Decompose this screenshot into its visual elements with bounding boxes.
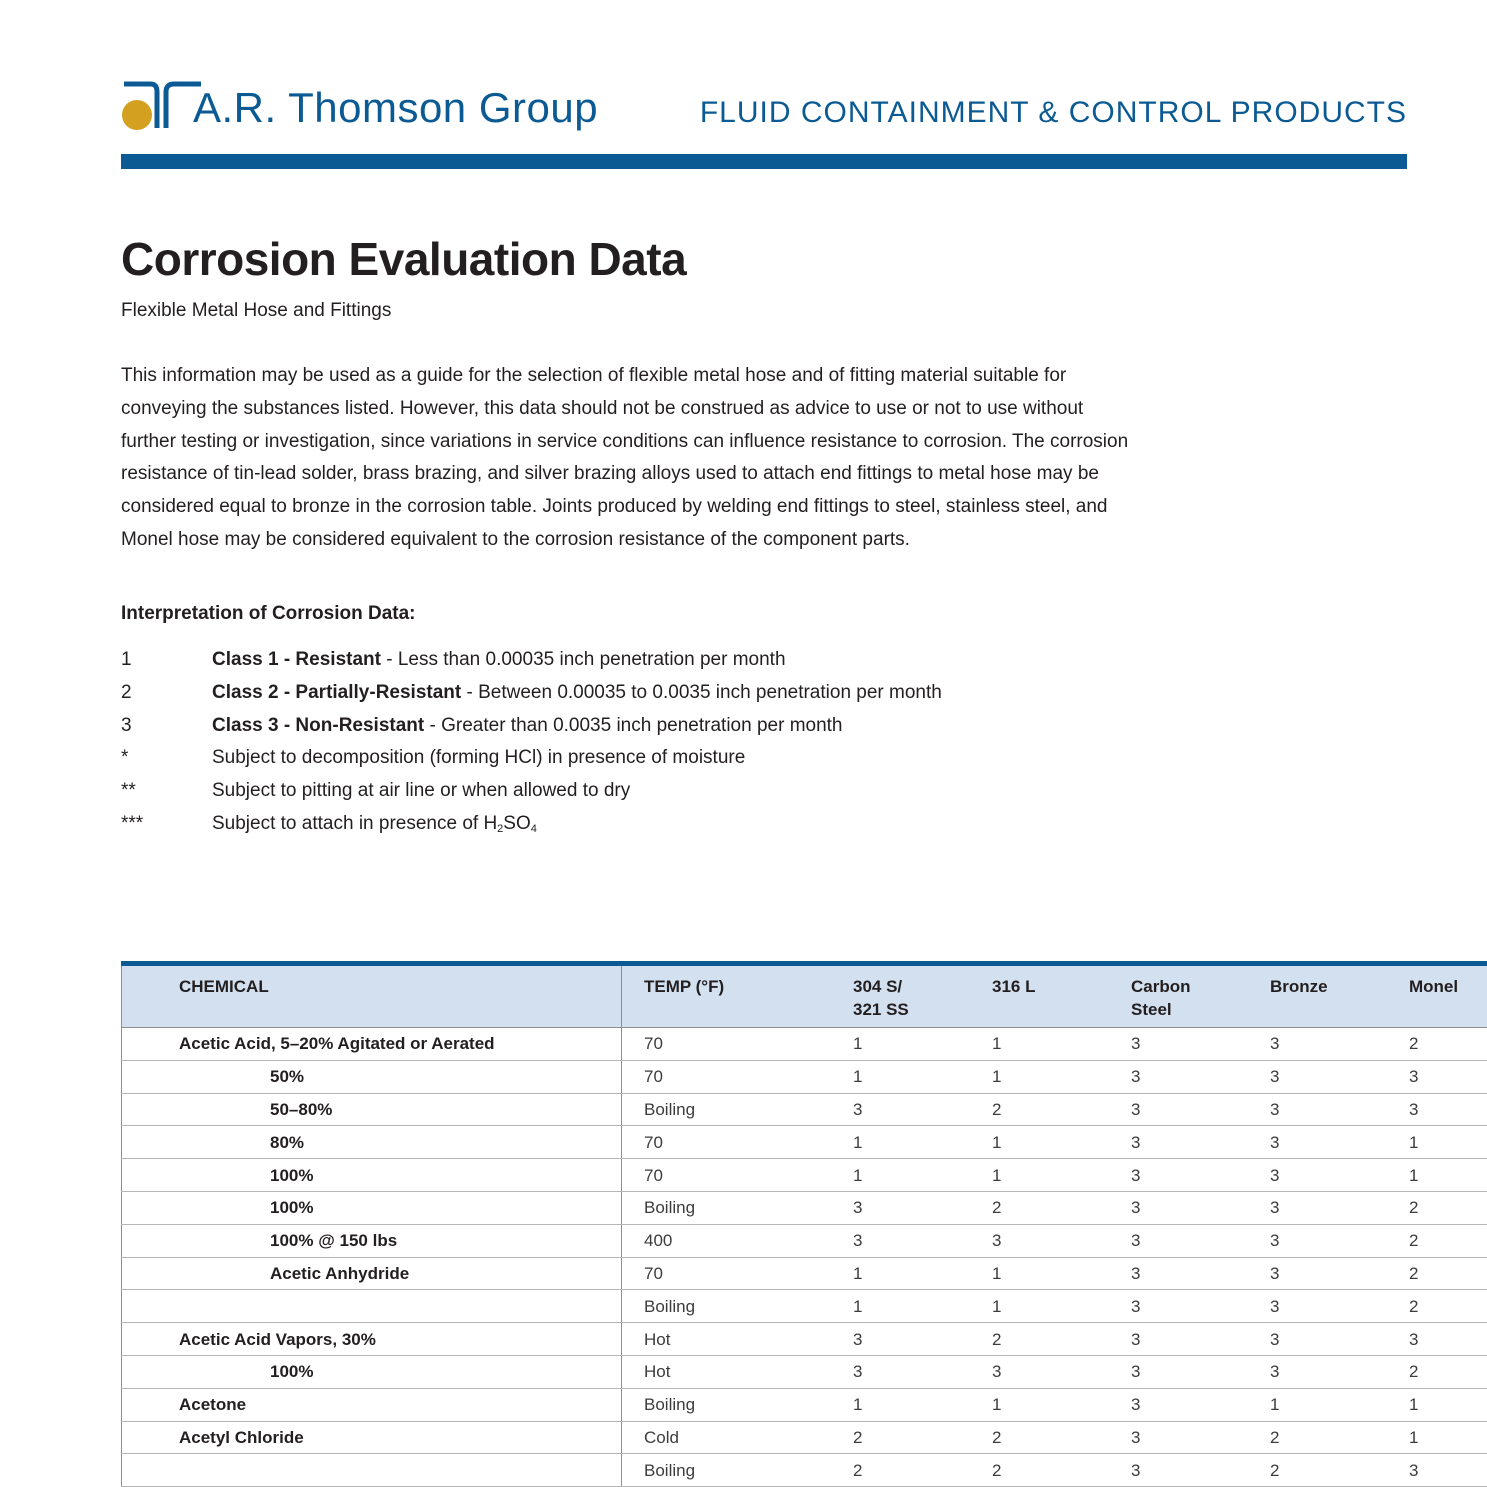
- cell-304-321-ss: 3: [830, 1323, 969, 1356]
- table-header-row: [122, 964, 1487, 1028]
- cell-carbon-steel: 3: [1108, 1421, 1247, 1454]
- legend-description: [212, 644, 786, 677]
- cell-monel: 2: [1386, 1224, 1487, 1257]
- cell-316l: 3: [969, 1355, 1108, 1388]
- column-header-bronze: Bronze: [1247, 964, 1386, 1028]
- table-row: [122, 1093, 1487, 1126]
- table-row: [122, 1028, 1487, 1061]
- cell-bronze: 3: [1247, 1060, 1386, 1093]
- formula-subscript: 2: [497, 822, 504, 835]
- cell-chemical: Acetyl Chloride: [122, 1421, 622, 1454]
- cell-bronze: 3: [1247, 1028, 1386, 1061]
- cell-monel: 2: [1386, 1257, 1487, 1290]
- cell-carbon-steel: 3: [1108, 1159, 1247, 1192]
- header-divider: [121, 154, 1407, 169]
- header-tagline: FLUID CONTAINMENT & CONTROL PRODUCTS: [699, 96, 1407, 129]
- cell-monel: 2: [1386, 1191, 1487, 1224]
- cell-chemical: 80%: [122, 1126, 622, 1159]
- table-row: [122, 1257, 1487, 1290]
- page-subtitle: Flexible Metal Hose and Fittings: [121, 300, 392, 321]
- legend-class-name: Class 1 - Resistant: [212, 649, 381, 670]
- table-row: [122, 1191, 1487, 1224]
- cell-temp: 70: [622, 1126, 831, 1159]
- cell-bronze: 3: [1247, 1224, 1386, 1257]
- cell-316l: 1: [969, 1257, 1108, 1290]
- page-title: Corrosion Evaluation Data: [121, 233, 687, 285]
- company-logo-icon: [121, 80, 203, 130]
- cell-monel: 3: [1386, 1060, 1487, 1093]
- cell-temp: 70: [622, 1028, 831, 1061]
- cell-304-321-ss: 3: [830, 1224, 969, 1257]
- cell-chemical: 100% @ 150 lbs: [122, 1224, 622, 1257]
- cell-316l: 2: [969, 1421, 1108, 1454]
- legend-key: 3: [121, 714, 132, 736]
- interpretation-heading: Interpretation of Corrosion Data:: [121, 603, 416, 624]
- corrosion-table: [121, 961, 1487, 1487]
- legend-row: [121, 742, 1121, 775]
- cell-chemical: 100%: [122, 1355, 622, 1388]
- cell-carbon-steel: 3: [1108, 1454, 1247, 1487]
- cell-304-321-ss: 1: [830, 1290, 969, 1323]
- cell-316l: 2: [969, 1093, 1108, 1126]
- cell-304-321-ss: 3: [830, 1093, 969, 1126]
- legend-key: **: [121, 780, 136, 802]
- interpretation-legend: [121, 644, 1121, 841]
- legend-description: [212, 775, 630, 808]
- cell-316l: 1: [969, 1290, 1108, 1323]
- cell-bronze: 3: [1247, 1126, 1386, 1159]
- cell-carbon-steel: 3: [1108, 1126, 1247, 1159]
- cell-monel: 1: [1386, 1421, 1487, 1454]
- cell-monel: 2: [1386, 1290, 1487, 1323]
- cell-chemical: [122, 1290, 622, 1323]
- cell-carbon-steel: 3: [1108, 1224, 1247, 1257]
- formula-subscript: 4: [530, 822, 537, 835]
- legend-key: 2: [121, 681, 132, 703]
- cell-chemical: 50%: [122, 1060, 622, 1093]
- cell-temp: 70: [622, 1060, 831, 1093]
- cell-temp: Cold: [622, 1421, 831, 1454]
- column-header-monel: Monel: [1386, 964, 1487, 1028]
- table-row: [122, 1126, 1487, 1159]
- cell-temp: Boiling: [622, 1454, 831, 1487]
- cell-bronze: 3: [1247, 1191, 1386, 1224]
- legend-description: [212, 677, 942, 710]
- cell-carbon-steel: 3: [1108, 1290, 1247, 1323]
- cell-304-321-ss: 1: [830, 1388, 969, 1421]
- table-row: [122, 1454, 1487, 1487]
- column-header-304-321-ss: [830, 964, 969, 1028]
- cell-temp: 70: [622, 1257, 831, 1290]
- cell-carbon-steel: 3: [1108, 1093, 1247, 1126]
- cell-316l: 1: [969, 1028, 1108, 1061]
- company-name: A.R. Thomson Group: [193, 84, 599, 131]
- cell-bronze: 3: [1247, 1323, 1386, 1356]
- cell-temp: Boiling: [622, 1388, 831, 1421]
- legend-key: *: [121, 747, 129, 769]
- legend-class-name: Class 2 - Partially-Resistant: [212, 681, 462, 703]
- cell-carbon-steel: 3: [1108, 1355, 1247, 1388]
- cell-304-321-ss: 1: [830, 1060, 969, 1093]
- cell-chemical: Acetic Acid Vapors, 30%: [122, 1323, 622, 1356]
- cell-temp: Hot: [622, 1323, 831, 1356]
- legend-text: - Less than 0.00035 inch penetration per month: [380, 649, 786, 670]
- cell-carbon-steel: 3: [1108, 1191, 1247, 1224]
- legend-row: [121, 644, 1121, 677]
- cell-chemical: Acetic Anhydride: [122, 1257, 622, 1290]
- header-304-line2: 321 SS: [853, 1000, 909, 1019]
- cell-monel: 3: [1386, 1093, 1487, 1126]
- legend-key: ***: [121, 812, 144, 834]
- cell-carbon-steel: 3: [1108, 1028, 1247, 1061]
- cell-monel: 2: [1386, 1355, 1487, 1388]
- cell-monel: 2: [1386, 1028, 1487, 1061]
- legend-row: [121, 775, 1121, 808]
- cell-chemical: Acetone: [122, 1388, 622, 1421]
- cell-carbon-steel: 3: [1108, 1060, 1247, 1093]
- table-row: [122, 1159, 1487, 1192]
- cell-316l: 1: [969, 1388, 1108, 1421]
- cell-chemical: 100%: [122, 1159, 622, 1192]
- table-row: [122, 1421, 1487, 1454]
- column-header-chemical: CHEMICAL: [122, 964, 622, 1028]
- table-row: [122, 1060, 1487, 1093]
- cell-bronze: 1: [1247, 1388, 1386, 1421]
- cell-304-321-ss: 2: [830, 1454, 969, 1487]
- cell-316l: 2: [969, 1323, 1108, 1356]
- formula-part: SO: [503, 812, 531, 834]
- cell-monel: 3: [1386, 1454, 1487, 1487]
- cell-316l: 1: [969, 1159, 1108, 1192]
- cell-316l: 3: [969, 1224, 1108, 1257]
- cell-monel: 1: [1386, 1388, 1487, 1421]
- page-header: [121, 76, 1407, 136]
- cell-temp: 70: [622, 1159, 831, 1192]
- legend-text: Subject to attach in presence of H: [212, 812, 498, 834]
- legend-description: [212, 808, 537, 846]
- cell-monel: 1: [1386, 1159, 1487, 1192]
- cell-temp: Hot: [622, 1355, 831, 1388]
- legend-row: [121, 808, 1121, 841]
- cell-304-321-ss: 1: [830, 1159, 969, 1192]
- cell-bronze: 2: [1247, 1421, 1386, 1454]
- table-row: [122, 1290, 1487, 1323]
- legend-description: [212, 710, 843, 743]
- column-header-316l: 316 L: [969, 964, 1108, 1028]
- table-row: [122, 1224, 1487, 1257]
- legend-text: - Between 0.00035 to 0.0035 inch penetration per month: [461, 681, 942, 703]
- cell-304-321-ss: 3: [830, 1191, 969, 1224]
- cell-bronze: 3: [1247, 1159, 1386, 1192]
- column-header-carbon-steel: [1108, 964, 1247, 1028]
- cell-bronze: 3: [1247, 1093, 1386, 1126]
- legend-description: [212, 742, 745, 775]
- cell-chemical: [122, 1454, 622, 1487]
- cell-316l: 2: [969, 1191, 1108, 1224]
- table-row: [122, 1388, 1487, 1421]
- cell-bronze: 3: [1247, 1355, 1386, 1388]
- legend-row: [121, 677, 1121, 710]
- cell-bronze: 3: [1247, 1290, 1386, 1323]
- cell-carbon-steel: 3: [1108, 1323, 1247, 1356]
- cell-temp: Boiling: [622, 1191, 831, 1224]
- cell-temp: Boiling: [622, 1093, 831, 1126]
- legend-row: [121, 710, 1121, 743]
- cell-chemical: 100%: [122, 1191, 622, 1224]
- header-304-line1: 304 S/: [853, 977, 903, 996]
- header-carbon-line2: Steel: [1131, 1000, 1172, 1019]
- cell-316l: 2: [969, 1454, 1108, 1487]
- column-header-temp: TEMP (°F): [622, 964, 831, 1028]
- cell-chemical: Acetic Acid, 5–20% Agitated or Aerated: [122, 1028, 622, 1061]
- cell-304-321-ss: 3: [830, 1355, 969, 1388]
- cell-304-321-ss: 1: [830, 1257, 969, 1290]
- legend-text: Subject to pitting at air line or when allowed to dry: [212, 780, 631, 802]
- legend-text: Subject to decomposition (forming HCl) in presence of moisture: [212, 747, 746, 769]
- legend-class-name: Class 3 - Non-Resistant: [212, 714, 425, 736]
- table-row: [122, 1323, 1487, 1356]
- cell-bronze: 2: [1247, 1454, 1386, 1487]
- cell-monel: 1: [1386, 1126, 1487, 1159]
- cell-carbon-steel: 3: [1108, 1257, 1247, 1290]
- cell-304-321-ss: 2: [830, 1421, 969, 1454]
- cell-temp: Boiling: [622, 1290, 831, 1323]
- legend-text: - Greater than 0.0035 inch penetration per month: [424, 714, 843, 736]
- table-row: [122, 1355, 1487, 1388]
- corrosion-table-container: [121, 961, 1459, 1487]
- cell-304-321-ss: 1: [830, 1028, 969, 1061]
- header-carbon-line1: Carbon: [1131, 977, 1191, 996]
- cell-chemical: 50–80%: [122, 1093, 622, 1126]
- table-body: [122, 1028, 1487, 1487]
- cell-bronze: 3: [1247, 1257, 1386, 1290]
- cell-monel: 3: [1386, 1323, 1487, 1356]
- intro-paragraph: This information may be used as a guide for the selection of flexible metal hose and of fitting material suitable for conveying the substances listed. However, this data should not be construed as advice to use or not to use without further testing or investigation, since variations in service conditions can influence resistance to corrosion. The corrosion resistance of tin-lead solder, brass brazing, and silver brazing alloys used to attach end fittings to metal hose may be considered equal to bronze in the corrosion table. Joints produced by welding end fittings to steel, stainless steel, and Monel hose may be considered equivalent to the corrosion resistance of the component parts.: [121, 365, 1129, 550]
- cell-carbon-steel: 3: [1108, 1388, 1247, 1421]
- cell-316l: 1: [969, 1060, 1108, 1093]
- legend-key: 1: [121, 649, 132, 670]
- cell-temp: 400: [622, 1224, 831, 1257]
- cell-316l: 1: [969, 1126, 1108, 1159]
- cell-304-321-ss: 1: [830, 1126, 969, 1159]
